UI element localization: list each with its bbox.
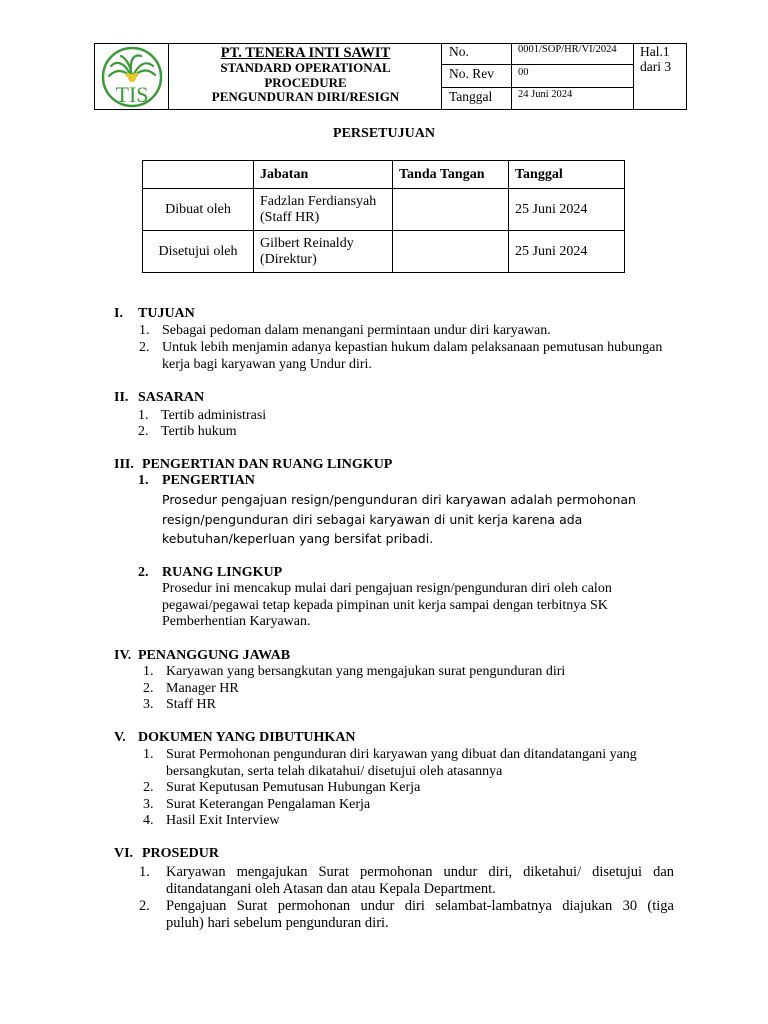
list-item-continued: kerja bagi karyawan yang Undur diri. <box>162 357 372 372</box>
doc-number-label: No. <box>449 44 469 59</box>
list-item: Surat Permohonan pengunduran diri karyawan yang dibuat dan ditandatangani yang <box>166 747 637 762</box>
list-number: 1. <box>139 864 150 880</box>
section-heading-tujuan <box>114 306 123 322</box>
section-number: II. <box>114 390 129 405</box>
paragraph-line: Pemberhentian Karyawan. <box>162 614 311 629</box>
page-indicator <box>640 44 671 74</box>
role-cell: Dibuat oleh <box>143 189 254 231</box>
list-item-continued: puluh) hari sebelum pengunduran diri. <box>166 915 389 931</box>
list-number: 2. <box>138 424 149 439</box>
signature-cell <box>393 189 509 231</box>
paragraph-line: pegawai/pegawai tetap kepada pimpinan unit kerja sampai dengan terbitnya SK <box>162 598 608 613</box>
column-header <box>143 161 254 189</box>
doc-title-line1: STANDARD OPERATIONAL <box>220 60 391 75</box>
subsection-title-ruang-lingkup: RUANG LINGKUP <box>162 565 283 580</box>
section-number: III. <box>114 457 134 472</box>
company-logo <box>95 44 169 109</box>
page-line1: Hal.1 <box>640 44 670 59</box>
position-cell <box>254 231 393 273</box>
company-block <box>169 44 442 105</box>
list-item: Hasil Exit Interview <box>166 813 280 828</box>
list-item: Pengajuan Surat permohonan undur diri selambat-lambatnya diajukan 30 (tiga <box>166 898 674 914</box>
table-row <box>143 231 625 273</box>
list-item: Surat Keterangan Pengalaman Kerja <box>166 797 371 812</box>
section-number: I. <box>114 306 123 321</box>
document-header <box>94 43 687 110</box>
subsection-title-pengertian: PENGERTIAN <box>162 473 255 488</box>
doc-number-value: 0001/SOP/HR/VI/2024 <box>518 44 617 55</box>
approval-title: PERSETUJUAN <box>333 126 435 141</box>
list-number: 2. <box>139 898 150 914</box>
list-item: Tertib hukum <box>161 424 237 439</box>
table-row <box>143 189 625 231</box>
paragraph-line: resign/pengunduran diri sebagai karyawan di unit kerja karena ada <box>162 512 583 527</box>
column-header: Tanggal <box>509 161 625 189</box>
paragraph-line: Prosedur pengajuan resign/pengunduran diri karyawan adalah permohonan <box>162 492 636 507</box>
list-number: 1. <box>143 747 154 762</box>
doc-title-line2: PROCEDURE <box>264 74 347 90</box>
section-number: V. <box>114 730 126 745</box>
date-value: 24 Juni 2024 <box>518 89 573 100</box>
signer-name: Fadzlan Ferdiansyah <box>260 193 377 209</box>
list-number: 2. <box>143 681 154 696</box>
section-title-dokumen: DOKUMEN YANG DIBUTUHKAN <box>138 730 356 745</box>
company-name: PT. TENERA INTI SAWIT <box>220 45 391 61</box>
approval-table <box>142 160 625 273</box>
list-number: 2. <box>139 340 150 355</box>
column-header: Tanda Tangan <box>393 161 509 189</box>
section-title-pengertian-ruang-lingkup: PENGERTIAN DAN RUANG LINGKUP <box>142 457 393 472</box>
date-label: Tanggal <box>449 89 493 104</box>
list-number: 2. <box>143 780 154 795</box>
signer-position: (Direktur) <box>260 251 317 267</box>
list-number: 1. <box>143 664 154 679</box>
position-cell <box>254 189 393 231</box>
revision-value: 00 <box>518 67 529 78</box>
list-item: Untuk lebih menjamin adanya kepastian hukum dalam pelaksanaan pemutusan hubungan <box>162 340 663 355</box>
section-title-penanggung-jawab: PENANGGUNG JAWAB <box>138 648 291 663</box>
list-number: 3. <box>143 697 154 712</box>
list-number: 1. <box>138 408 149 423</box>
date-cell: 25 Juni 2024 <box>509 231 625 273</box>
section-title-prosedur: PROSEDUR <box>142 846 220 861</box>
column-header: Jabatan <box>254 161 393 189</box>
list-item: Staff HR <box>166 697 216 712</box>
doc-title-line3: PENGUNDURAN DIRI/RESIGN <box>211 89 400 104</box>
signer-name: Gilbert Reinaldy <box>260 235 354 251</box>
list-item: Sebagai pedoman dalam menangani permintaan undur diri karyawan. <box>162 323 551 338</box>
table-header-row <box>143 161 625 189</box>
revision-label: No. Rev <box>449 66 494 81</box>
list-item-continued: ditandatangani oleh Atasan dan atau Kepala Department. <box>166 881 496 897</box>
subsection-number: 1. <box>138 473 149 488</box>
section-title-sasaran: SASARAN <box>138 390 205 405</box>
list-number: 3. <box>143 797 154 812</box>
list-item-continued: bersangkutan, serta telah dikatahui/ disetujui oleh atasannya <box>166 764 503 779</box>
section-title-tujuan: TUJUAN <box>138 306 195 321</box>
page-line2: dari 3 <box>640 59 672 74</box>
subsection-number: 2. <box>138 565 149 580</box>
signer-position: (Staff HR) <box>260 209 320 225</box>
list-item: Tertib administrasi <box>161 408 267 423</box>
section-number: IV. <box>114 648 132 663</box>
logo-text: TIS <box>115 82 149 107</box>
list-item: Manager HR <box>166 681 239 696</box>
paragraph-line: kebutuhan/keperluan yang bersifat pribadi. <box>162 531 434 546</box>
section-number: VI. <box>114 846 134 861</box>
signature-cell <box>393 231 509 273</box>
list-item: Karyawan mengajukan Surat permohonan undur diri, diketahui/ disetujui dan <box>166 864 674 880</box>
list-item: Surat Keputusan Pemutusan Hubungan Kerja <box>166 780 421 795</box>
role-cell: Disetujui oleh <box>143 231 254 273</box>
list-number: 4. <box>143 813 154 828</box>
list-item: Karyawan yang bersangkutan yang mengajukan surat pengunduran diri <box>166 664 566 679</box>
list-number: 1. <box>139 323 150 338</box>
date-cell: 25 Juni 2024 <box>509 189 625 231</box>
paragraph-line: Prosedur ini mencakup mulai dari pengajuan resign/pengunduran diri oleh calon <box>162 581 612 596</box>
